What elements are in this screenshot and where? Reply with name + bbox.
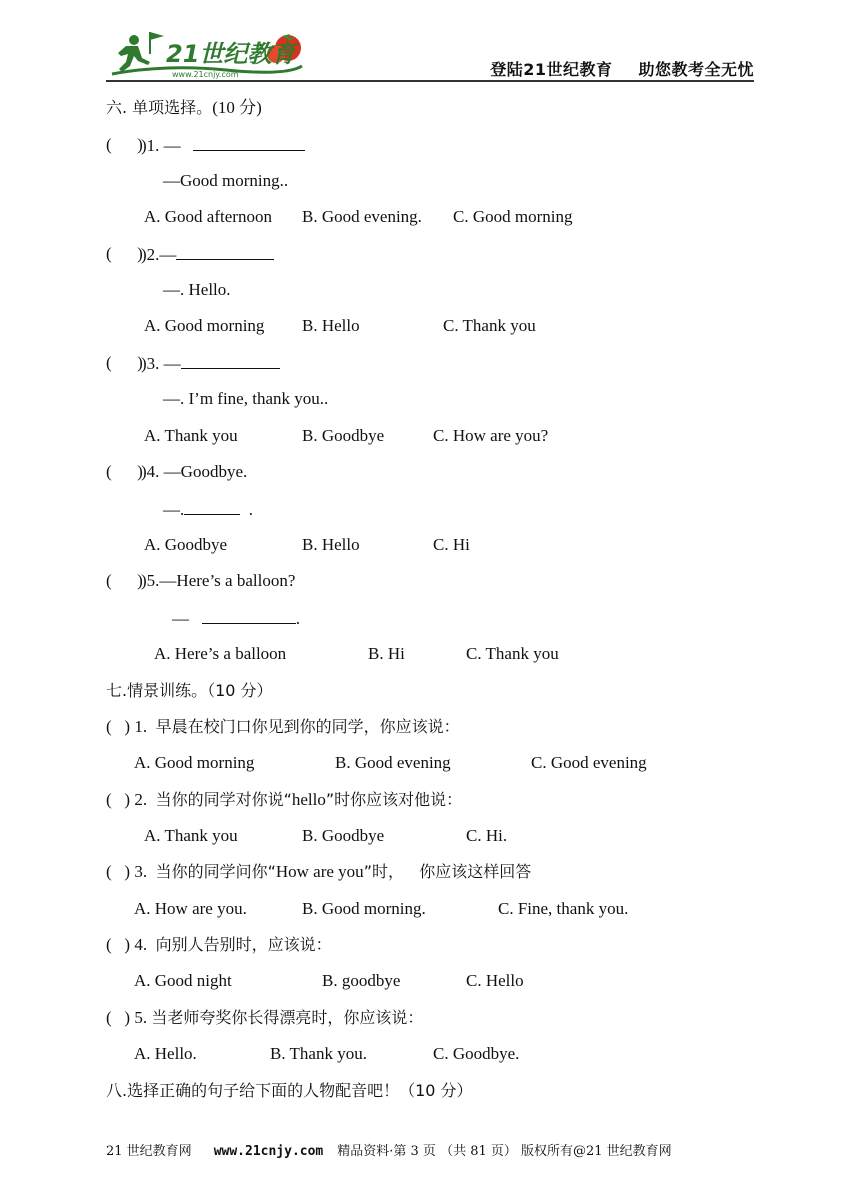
question-2-reply: —. Hello. — [163, 280, 231, 299]
question-5-reply: — . — [172, 609, 300, 628]
q4-option-c: C. Hi — [433, 535, 470, 554]
page-header — [106, 28, 754, 82]
answer-blank — [184, 498, 240, 515]
s4-option-b: B. goodbye — [322, 971, 401, 990]
answer-bracket: ( ) — [106, 571, 143, 590]
s1-option-c: C. Good evening — [531, 753, 647, 772]
s1-option-a: A. Good morning — [134, 753, 255, 772]
answer-bracket: ( ) — [106, 244, 143, 263]
q4-option-b: B. Hello — [302, 535, 360, 554]
question-3: )3. — — [141, 352, 280, 375]
answer-bracket: ( ) — [106, 353, 143, 372]
question-1-reply: —Good morning.. — [163, 171, 289, 190]
answer-bracket: ( ) — [106, 462, 143, 481]
page-footer: 21 世纪教育网 www.21cnjy.com 精品资料·第 3 页 （共 81 页） 版权所有@21 世纪教育网 — [106, 1144, 672, 1159]
q5-option-c: C. Thank you — [466, 644, 559, 663]
answer-blank — [202, 607, 296, 624]
logo-url: www.21cnjy.com — [172, 70, 239, 79]
q2-option-c: C. Thank you — [443, 316, 536, 335]
s5-option-c: C. Goodbye. — [433, 1044, 520, 1063]
s4-option-c: C. Hello — [466, 971, 524, 990]
question-1: )1. — — [141, 134, 305, 157]
q2-option-a: A. Good morning — [144, 316, 265, 335]
q3-option-a: A. Thank you — [144, 426, 238, 445]
answer-blank — [193, 134, 305, 151]
q1-option-a: A. Good afternoon — [144, 207, 272, 226]
s2-option-b: B. Goodbye — [302, 826, 385, 845]
q3-option-c: C. How are you? — [433, 426, 549, 445]
q1-option-c: C. Good morning — [453, 207, 573, 226]
question-4: )4. —Goodbye. — [141, 462, 248, 481]
answer-bracket: ( ) — [106, 135, 143, 154]
answer-blank — [181, 352, 280, 369]
section-eight-title: 八.选择正确的句子给下面的人物配音吧！（10 分） — [106, 1081, 473, 1100]
s3-option-b: B. Good morning. — [302, 899, 426, 918]
site-logo — [106, 28, 306, 80]
question-2: )2.— — [141, 243, 274, 266]
section-seven-title: 七.情景训练。（10 分） — [106, 681, 273, 700]
logo-text: 21世纪教育 — [166, 40, 296, 68]
question-3-reply: —. I’m fine, thank you.. — [163, 389, 329, 408]
scenario-4: ( ) 4. 向别人告别时，应该说： — [106, 935, 332, 954]
scenario-1: ( ) 1. 早晨在校门口你见到你的同学，你应该说： — [106, 717, 460, 736]
s1-option-b: B. Good evening — [335, 753, 451, 772]
s4-option-a: A. Good night — [134, 971, 232, 990]
q3-option-b: B. Goodbye — [302, 426, 385, 445]
s5-option-b: B. Thank you. — [270, 1044, 367, 1063]
scenario-2: ( ) 2. 当你的同学对你说“hello”时你应该对他说： — [106, 790, 463, 809]
q5-option-a: A. Here’s a balloon — [154, 644, 287, 663]
s5-option-a: A. Hello. — [134, 1044, 197, 1063]
s2-option-c: C. Hi. — [466, 826, 508, 845]
s3-option-c: C. Fine, thank you. — [498, 899, 629, 918]
question-4-reply: —. . — [163, 500, 253, 519]
header-slogan: 登陆21世纪教育 助您教考全无忧 — [490, 60, 754, 79]
scenario-3: ( ) 3. 当你的同学问你“How are you”时， 你应该这样回答 — [106, 862, 532, 881]
header-divider — [106, 80, 754, 82]
section-six-title: 六. 单项选择。(10 分) — [106, 98, 262, 117]
s3-option-a: A. How are you. — [134, 899, 247, 918]
q1-option-b: B. Good evening. — [302, 207, 422, 226]
answer-blank — [176, 243, 274, 260]
q2-option-b: B. Hello — [302, 316, 360, 335]
q5-option-b: B. Hi — [368, 644, 405, 663]
s2-option-a: A. Thank you — [144, 826, 238, 845]
scenario-5: ( ) 5. 当老师夸奖你长得漂亮时，你应该说： — [106, 1008, 424, 1027]
question-5: )5.—Here’s a balloon? — [141, 571, 296, 590]
q4-option-a: A. Goodbye — [144, 535, 228, 554]
